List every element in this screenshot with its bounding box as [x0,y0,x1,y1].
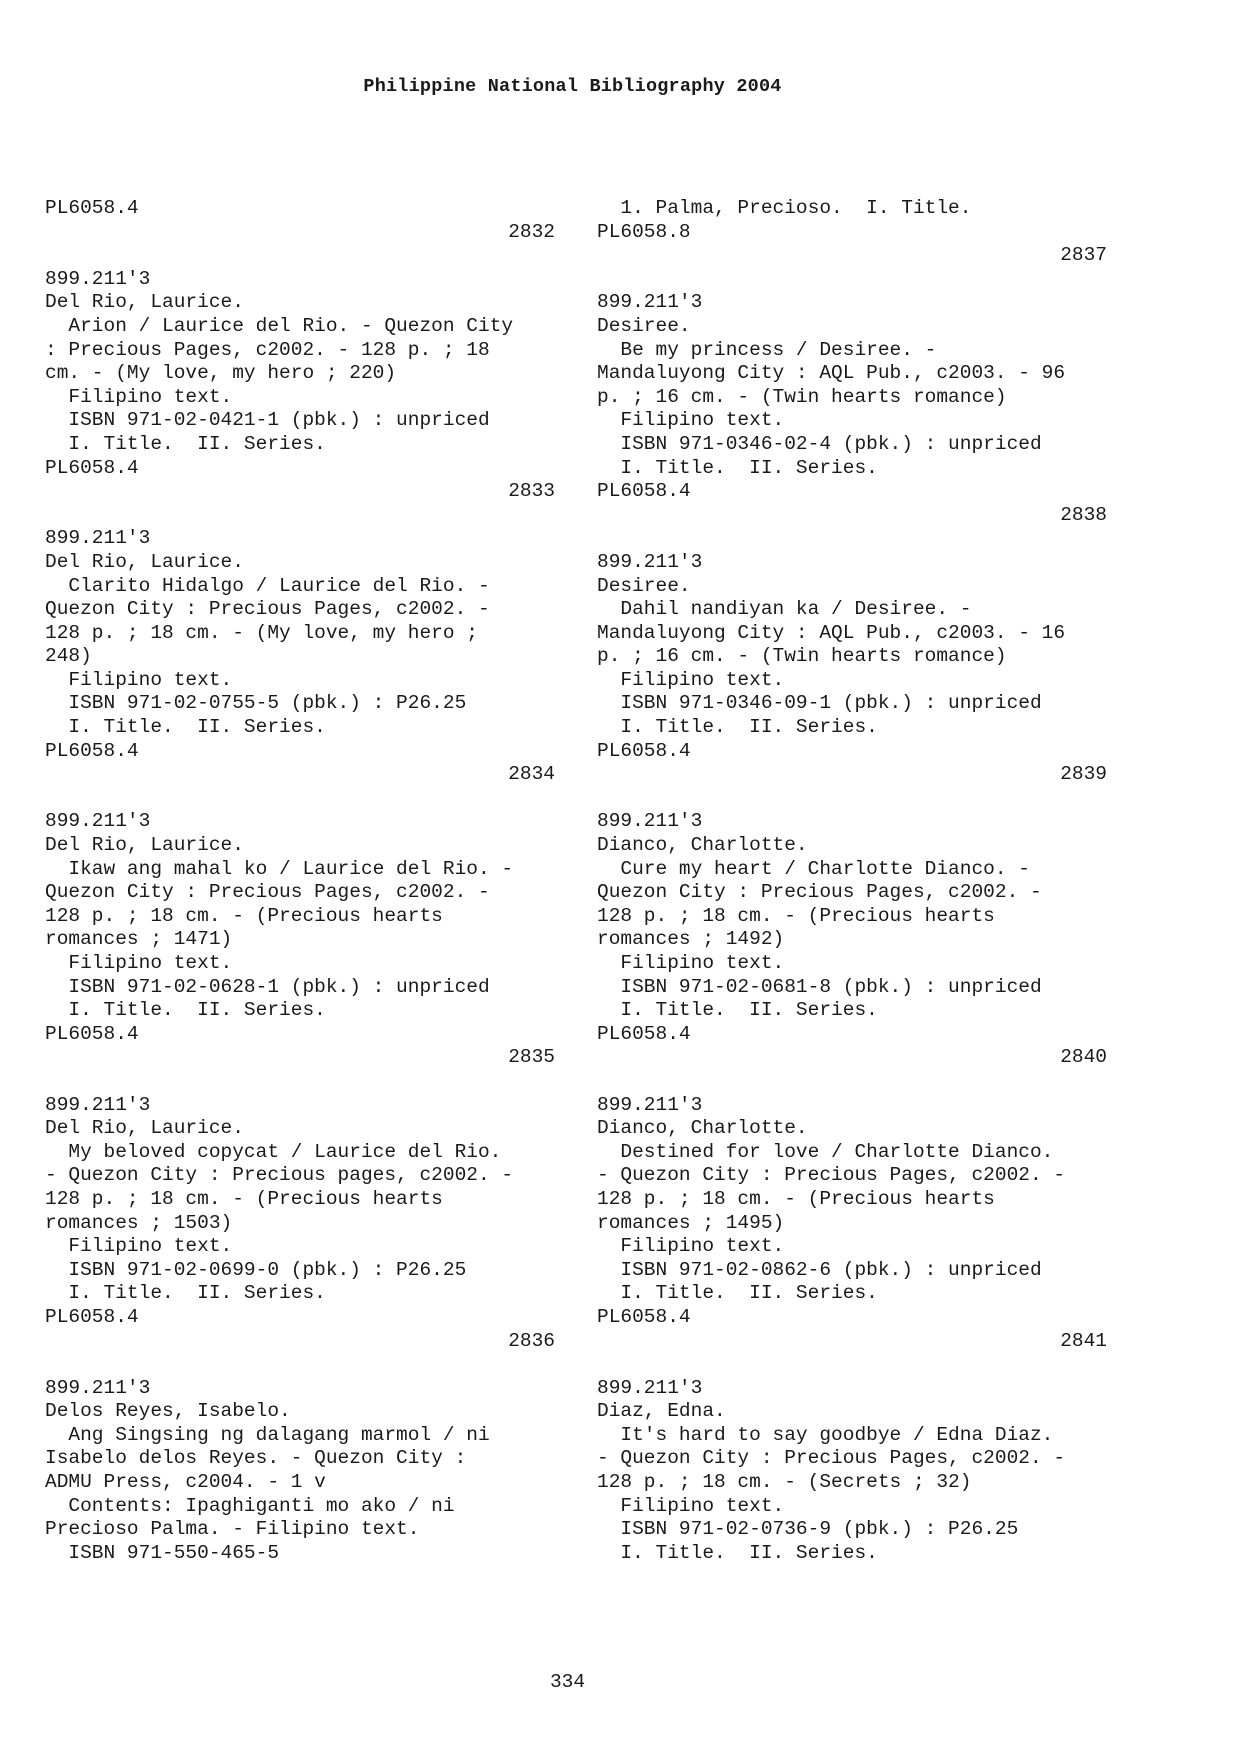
entry-line: 899.211'3 [45,810,151,833]
entry-number: 2835 [508,1046,555,1069]
entry-line: Filipino text. [45,952,233,974]
entry-number: 2840 [1060,1046,1107,1069]
entry-line: ISBN 971-02-0862-6 (pbk.) : unpriced [597,1258,1042,1281]
entry-line: Delos Reyes, Isabelo. [45,1400,291,1423]
entry-line: PL6058.4 [597,480,691,503]
entry-line: Quezon City : Precious Pages, c2002. - [45,598,490,621]
entry-line: Ang Singsing ng dalagang marmol / ni [45,1423,490,1446]
entry-number: 2834 [508,763,555,786]
entry-number: 2839 [1060,763,1107,786]
entry-line: Desiree. [597,314,691,337]
entry-line: 899.211'3 [597,291,703,314]
entry-line: 248) [45,645,92,668]
entry-line: Destined for love / Charlotte Dianco. [597,1140,1054,1163]
entry-line: romances ; 1471) [45,928,233,951]
entry-line: Arion / Laurice del Rio. - Quezon City [45,314,514,337]
blank-line [597,527,1107,551]
entry-line: Dianco, Charlotte. [597,1117,808,1140]
entry-line: Precioso Palma. - Filipino text. [45,1518,420,1541]
entry-line: 128 p. ; 18 cm. - (Precious hearts [597,904,995,927]
entry-line: p. ; 16 cm. - (Twin hearts romance) [597,645,1007,668]
entry-line: I. Title. II. Series. [45,716,326,739]
entry-line: p. ; 16 cm. - (Twin hearts romance) [597,385,1007,408]
entry-line: PL6058.4 [597,1022,691,1045]
blank-line [45,504,555,528]
blank-line [597,787,1107,811]
entry-line: ISBN 971-02-0628-1 (pbk.) : unpriced [45,975,490,998]
entry-line: Dianco, Charlotte. [597,834,808,857]
entry-line: romances ; 1495) [597,1211,785,1234]
entry-line: Filipino text. [597,409,785,432]
blank-line [45,787,555,811]
entry-line: Filipino text. [45,668,233,691]
entry-line: I. Title. II. Series. [597,999,878,1022]
entry-line: I. Title. II. Series. [597,1282,878,1305]
page-number: 334 [549,1671,586,1693]
entry-line: Ikaw ang mahal ko / Laurice del Rio. - [45,857,514,880]
blank-line [597,1070,1107,1094]
entry-line: ISBN 971-0346-09-1 (pbk.) : unpriced [597,692,1042,715]
entry-number: 2832 [508,220,555,243]
entry-line: Filipino text. [45,385,233,408]
entry-line: ISBN 971-02-0736-9 (pbk.) : P26.25 [597,1518,1019,1541]
entry-line: 128 p. ; 18 cm. - (My love, my hero ; [45,621,478,644]
entry-line: Contents: Ipaghiganti mo ako / ni [45,1494,455,1517]
entry-line: Filipino text. [597,952,785,974]
entry-line: 899.211'3 [597,550,703,573]
entry-line: PL6058.4 [45,1305,139,1328]
entry-line: Mandaluyong City : AQL Pub., c2003. - 96 [597,362,1066,385]
entry-line: 1. Palma, Precioso. I. Title. [597,197,972,219]
entry-line: I. Title. II. Series. [597,716,878,739]
entry-line: I. Title. II. Series. [45,432,326,455]
entry-line: Dahil nandiyan ka / Desiree. - [597,598,972,621]
entry-line: Desiree. [597,574,691,597]
blank-line [45,244,555,268]
entry-line: ISBN 971-02-0681-8 (pbk.) : unpriced [597,975,1042,998]
entry-line: PL6058.4 [45,456,139,479]
entry-line: Cure my heart / Charlotte Dianco. - [597,857,1030,880]
entry-line: - Quezon City : Precious Pages, c2002. - [597,1164,1066,1187]
entry-line: Del Rio, Laurice. [45,550,244,573]
page-title: Philippine National Bibliography 2004 [363,76,782,97]
entry-line: Filipino text. [597,1235,785,1258]
entry-line: ISBN 971-550-465-5 [45,1541,280,1564]
entry-line: : Precious Pages, c2002. - 128 p. ; 18 [45,338,490,361]
entry-line: I. Title. II. Series. [597,1541,878,1564]
entry-line: PL6058.4 [45,197,139,219]
entry-line: Filipino text. [597,1494,785,1517]
right-column [597,197,1107,1565]
entry-line: 128 p. ; 18 cm. - (Precious hearts [45,904,443,927]
entry-line: I. Title. II. Series. [45,999,326,1022]
left-column [45,197,555,1565]
entry-line: PL6058.4 [597,739,691,762]
entry-line: 128 p. ; 18 cm. - (Secrets ; 32) [597,1471,972,1494]
entry-number: 2836 [508,1329,555,1352]
entry-line: Del Rio, Laurice. [45,834,244,857]
entry-line: 128 p. ; 18 cm. - (Precious hearts [45,1187,443,1210]
entry-line: - Quezon City : Precious pages, c2002. - [45,1164,514,1187]
entry-line: 899.211'3 [45,527,151,550]
entry-line: 899.211'3 [45,267,151,290]
entry-line: Filipino text. [597,668,785,691]
entry-line: It's hard to say goodbye / Edna Diaz. [597,1423,1054,1446]
entry-line: ISBN 971-02-0421-1 (pbk.) : unpriced [45,409,490,432]
entry-line: ADMU Press, c2004. - 1 v [45,1471,326,1494]
entry-line: My beloved copycat / Laurice del Rio. [45,1140,502,1163]
blank-line [45,1353,555,1377]
entry-line: romances ; 1503) [45,1211,233,1234]
entry-line: Isabelo delos Reyes. - Quezon City : [45,1447,467,1470]
entry-line: 899.211'3 [45,1093,151,1116]
entry-number: 2841 [1060,1329,1107,1352]
entry-line: Be my princess / Desiree. - [597,338,937,361]
entry-line: 128 p. ; 18 cm. - (Precious hearts [597,1187,995,1210]
entry-line: Quezon City : Precious Pages, c2002. - [597,881,1042,904]
entry-line: 899.211'3 [597,810,703,833]
entry-line: PL6058.4 [45,739,139,762]
entry-line: ISBN 971-02-0699-0 (pbk.) : P26.25 [45,1258,467,1281]
blank-line [597,1353,1107,1377]
entry-line: 899.211'3 [597,1093,703,1116]
entry-line: 899.211'3 [45,1376,151,1399]
blank-line [597,268,1107,292]
entry-line: - Quezon City : Precious Pages, c2002. - [597,1447,1066,1470]
entry-line: PL6058.4 [597,1305,691,1328]
entry-line: PL6058.4 [45,1022,139,1045]
entry-line: PL6058.8 [597,220,691,243]
entry-line: Clarito Hidalgo / Laurice del Rio. - [45,574,490,597]
entry-line: Quezon City : Precious Pages, c2002. - [45,881,490,904]
entry-number: 2837 [1060,244,1107,267]
entry-line: cm. - (My love, my hero ; 220) [45,362,397,385]
entry-line: I. Title. II. Series. [45,1282,326,1305]
blank-line [45,1070,555,1094]
entry-line: Diaz, Edna. [597,1400,726,1423]
entry-number: 2838 [1060,503,1107,526]
entry-line: 899.211'3 [597,1376,703,1399]
entry-line: Mandaluyong City : AQL Pub., c2003. - 16 [597,621,1066,644]
entry-line: romances ; 1492) [597,928,785,951]
entry-line: ISBN 971-0346-02-4 (pbk.) : unpriced [597,432,1042,455]
entry-line: ISBN 971-02-0755-5 (pbk.) : P26.25 [45,692,467,715]
entry-line: Del Rio, Laurice. [45,291,244,314]
entry-line: Del Rio, Laurice. [45,1117,244,1140]
entry-line: Filipino text. [45,1235,233,1258]
entry-line: I. Title. II. Series. [597,456,878,479]
entry-number: 2833 [508,480,555,503]
